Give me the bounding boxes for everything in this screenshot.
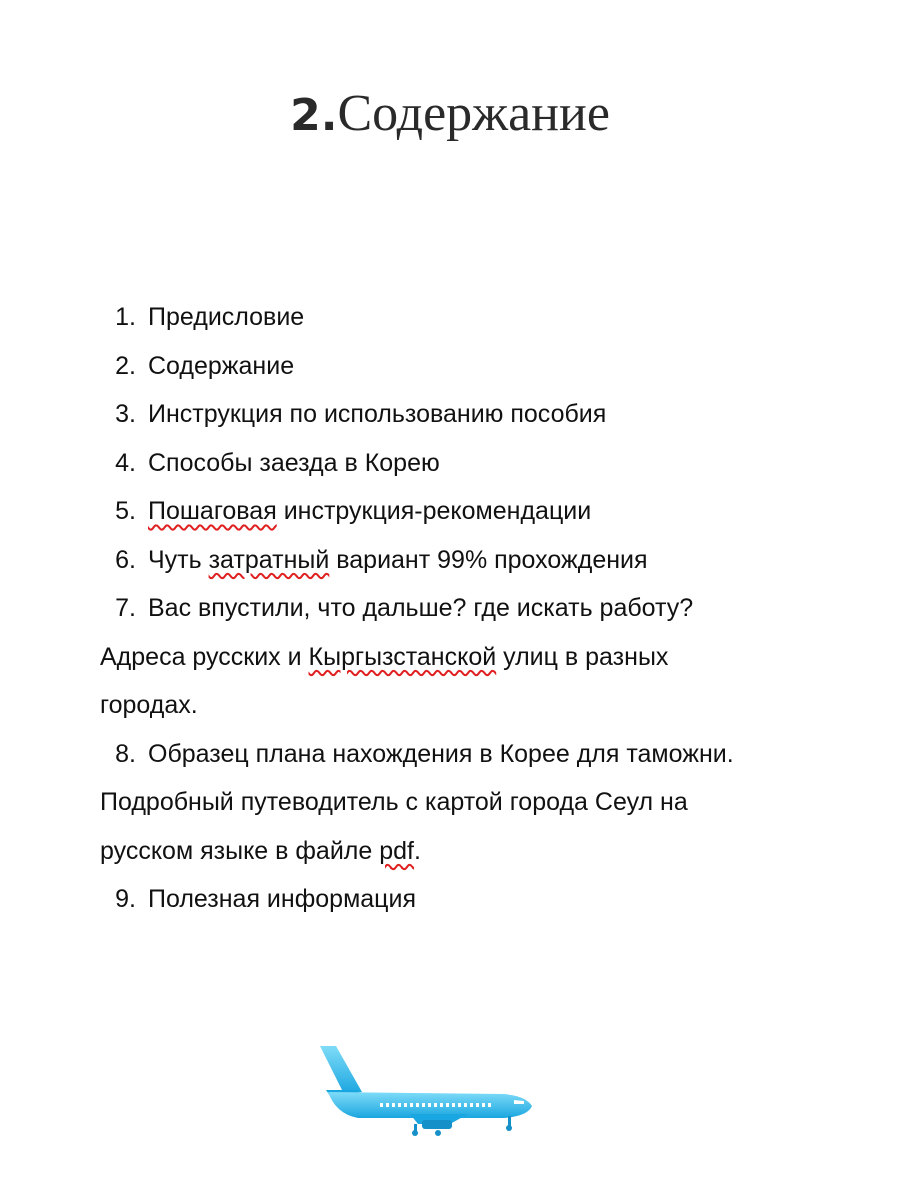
toc-item-8 [100, 730, 860, 779]
toc-item-text: вариант 99% прохождения [329, 545, 648, 574]
toc-item-7 [100, 584, 860, 633]
title-number: 2. [290, 90, 338, 141]
toc-item-text: Полезная информация [148, 885, 416, 913]
toc-item-text: городах. [100, 691, 198, 719]
toc-item-text: Образец плана нахождения в Корее для таможни. [148, 739, 734, 768]
toc-item-number: 1. [115, 303, 136, 331]
toc-item-1 [100, 293, 860, 342]
toc-item-number: 5. [115, 497, 136, 525]
toc-item-3 [100, 390, 860, 439]
toc-item-text: Способы заезда в Корею [148, 448, 440, 477]
table-of-contents [100, 293, 860, 924]
toc-item-number: 2. [115, 351, 136, 380]
page-title [0, 78, 900, 151]
spellcheck-flagged-word[interactable]: Кыргызстанской [308, 642, 497, 671]
toc-item-text: Подробный путеводитель с картой города Сеул на [100, 788, 688, 816]
toc-item-8-continuation [100, 827, 860, 876]
toc-item-7-continuation [100, 681, 860, 730]
toc-item-text: инструкция-рекомендации [276, 497, 592, 525]
toc-item-text: Чуть [148, 545, 209, 574]
toc-item-number: 4. [115, 448, 136, 477]
spellcheck-flagged-word[interactable]: затратный [208, 545, 330, 574]
airplane-icon [318, 1044, 536, 1136]
toc-item-2 [100, 342, 860, 391]
toc-item-number: 9. [115, 885, 136, 913]
toc-item-text: Вас впустили, что дальше? где искать работу? [148, 594, 694, 622]
toc-item-text: Содержание [148, 351, 295, 380]
toc-item-text: Предисловие [148, 303, 305, 331]
toc-item-7-continuation [100, 633, 860, 682]
toc-item-6 [100, 536, 860, 585]
toc-item-text: Адреса русских и [100, 642, 309, 671]
toc-item-number: 8. [115, 739, 136, 768]
toc-item-number: 6. [115, 545, 136, 574]
toc-item-number: 7. [115, 594, 136, 622]
spellcheck-flagged-word[interactable]: pdf [379, 836, 415, 865]
toc-item-number: 3. [115, 400, 136, 428]
toc-item-text: улиц в разных [496, 642, 669, 671]
title-text: Содержание [337, 85, 610, 142]
toc-item-text: Инструкция по использованию пособия [148, 400, 607, 428]
spellcheck-flagged-word[interactable]: Пошаговая [148, 497, 277, 525]
toc-item-5 [100, 487, 860, 536]
toc-item-text: . [414, 836, 421, 865]
toc-item-8-continuation [100, 778, 860, 827]
toc-item-4 [100, 439, 860, 488]
toc-item-text: русском языке в файле [100, 836, 380, 865]
toc-item-9 [100, 875, 860, 924]
